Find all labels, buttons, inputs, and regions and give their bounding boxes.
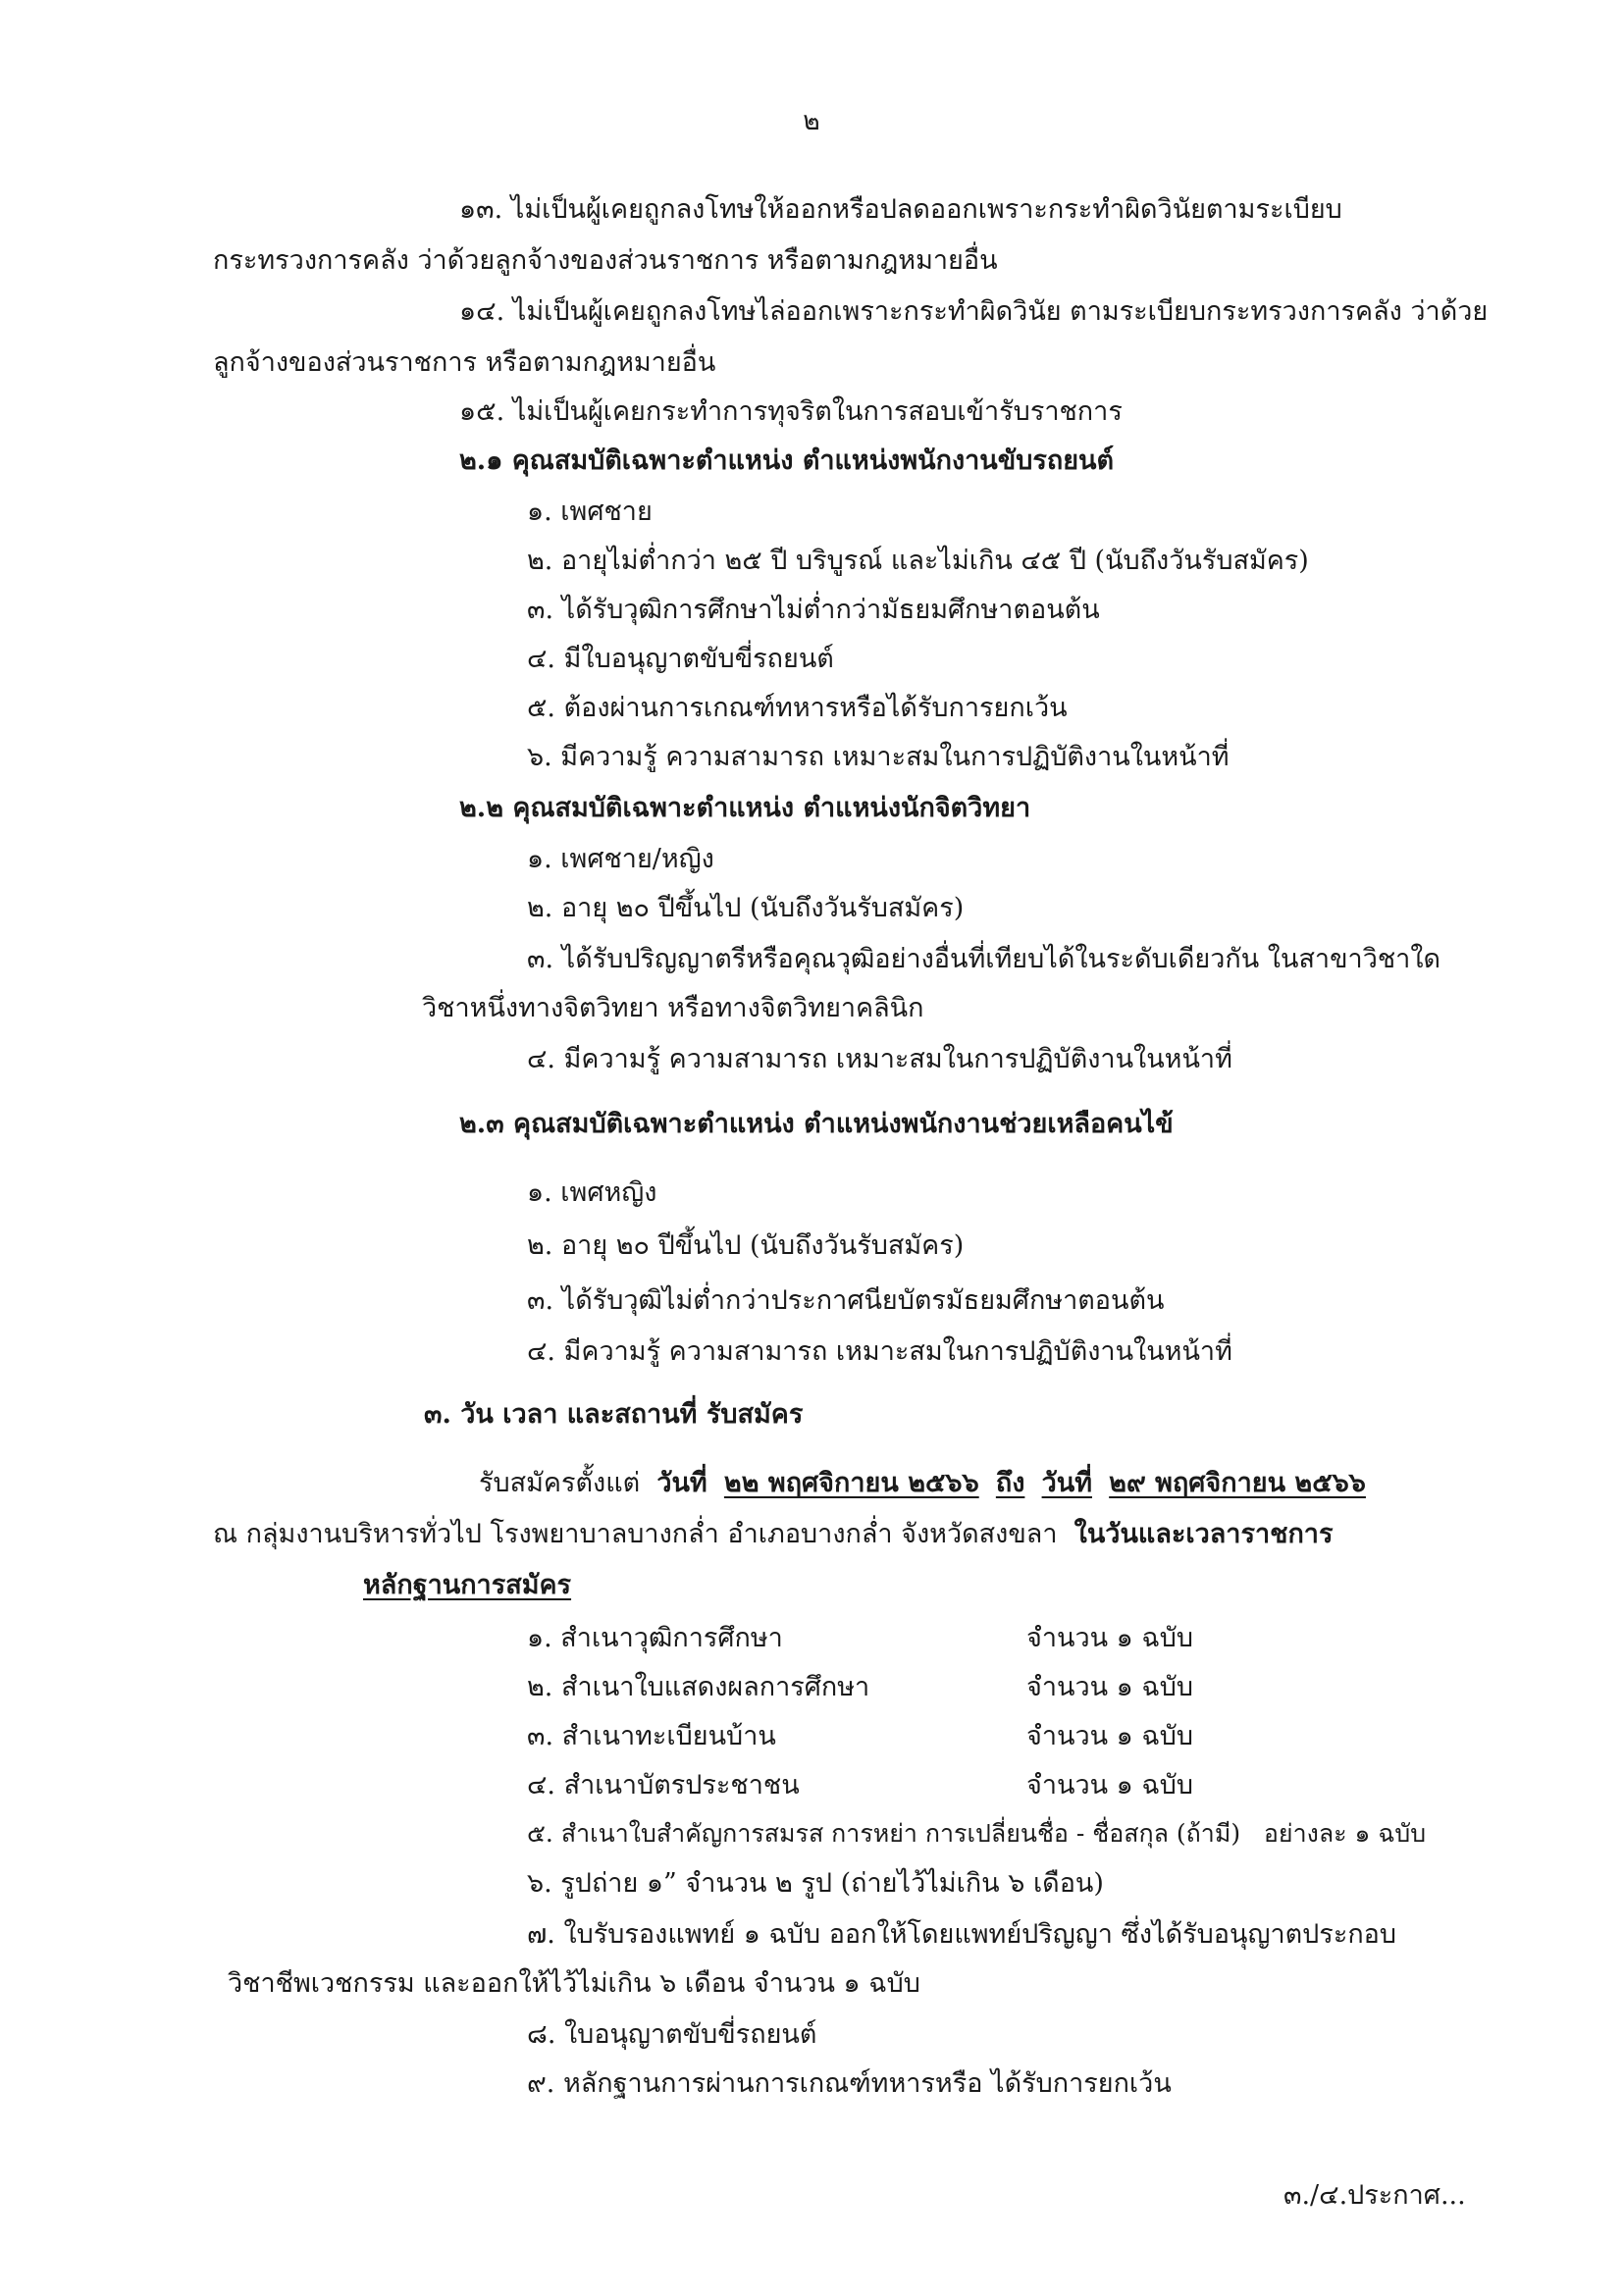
sec23-heading: ๒.๓ คุณสมบัติเฉพาะตำแหน่ง ตำแหน่งพนักงานช่วยเหลือคนไข้ [459, 1109, 1174, 1139]
sec21-item-3: ๓. ได้รับวุฒิการศึกษาไม่ต่ำกว่ามัธยมศึกษาตอนต้น [527, 595, 1100, 625]
application-place-line [213, 1519, 1333, 1550]
evidence-item-9: ๙. หลักฐานการผ่านการเกณฑ์ทหารหรือ ได้รับการยกเว้น [527, 2068, 1172, 2099]
sec3-heading: ๓. วัน เวลา และสถานที่ รับสมัคร [424, 1399, 804, 1430]
item-13-line2: กระทรวงการคลัง ว่าด้วยลูกจ้างของส่วนราชการ หรือตามกฎหมายอื่น [213, 245, 998, 276]
evidence-doc-3: ๓. สำเนาทะเบียนบ้าน [527, 1721, 776, 1751]
evidence-doc-4: ๔. สำเนาบัตรประชาชน [527, 1770, 800, 1800]
application-time-note: ในวันและเวลาราชการ [1073, 1519, 1334, 1549]
sec22-heading: ๒.๒ คุณสมบัติเฉพาะตำแหน่ง ตำแหน่งนักจิตวิทยา [459, 793, 1031, 823]
evidence-item-7-line2: วิชาชีพเวชกรรม และออกให้ไว้ไม่เกิน ๖ เดือน จำนวน ๑ ฉบับ [228, 1968, 920, 1999]
sec23-item-3: ๓. ได้รับวุฒิไม่ต่ำกว่าประกาศนียบัตรมัธยมศึกษาตอนต้น [527, 1285, 1165, 1316]
period-prefix: รับสมัครตั้งแต่ [479, 1468, 641, 1498]
period-date-to: ๒๙ พฤศจิกายน ๒๕๖๖ [1109, 1468, 1366, 1498]
evidence-doc-4-qty: จำนวน ๑ ฉบับ [1026, 1770, 1194, 1800]
item-15: ๑๕. ไม่เป็นผู้เคยกระทำการทุจริตในการสอบเข้ารับราชการ [459, 396, 1123, 427]
evidence-item-5 [527, 1819, 1426, 1849]
evidence-item-5-name: ๕. สำเนาใบสำคัญการสมรส การหย่า การเปลี่ยนชื่อ - ชื่อสกุล (ถ้ามี) [527, 1819, 1241, 1848]
page-number: ๒ [803, 106, 820, 136]
item-14-line2: ลูกจ้างของส่วนราชการ หรือตามกฎหมายอื่น [213, 347, 716, 378]
evidence-doc-3-qty: จำนวน ๑ ฉบับ [1026, 1721, 1194, 1751]
evidence-doc-1-qty: จำนวน ๑ ฉบับ [1026, 1623, 1194, 1653]
evidence-heading: หลักฐานการสมัคร [363, 1570, 572, 1600]
evidence-item-6: ๖. รูปถ่าย ๑” จำนวน ๒ รูป (ถ่ายไว้ไม่เกิน ๖ เดือน) [527, 1868, 1104, 1899]
application-place: ณ กลุ่มงานบริหารทั่วไป โรงพยาบาลบางกล่ำ อำเภอบางกล่ำ จังหวัดสงขลา [213, 1519, 1058, 1549]
period-label-to: วันที่ [1041, 1468, 1092, 1498]
continuation-text: ๓./๔.ประกาศ... [1283, 2180, 1466, 2211]
sec23-item-4: ๔. มีความรู้ ความสามารถ เหมาะสมในการปฏิบัติงานในหน้าที่ [527, 1336, 1232, 1367]
sec21-item-2: ๒. อายุไม่ต่ำกว่า ๒๕ ปี บริบูรณ์ และไม่เกิน ๔๕ ปี (นับถึงวันรับสมัคร) [527, 546, 1309, 576]
period-label-from: วันที่ [656, 1468, 707, 1498]
evidence-item-7-line1: ๗. ใบรับรองแพทย์ ๑ ฉบับ ออกให้โดยแพทย์ปริญญา ซึ่งได้รับอนุญาตประกอบ [527, 1919, 1397, 1950]
sec21-item-6: ๖. มีความรู้ ความสามารถ เหมาะสมในการปฏิบัติงานในหน้าที่ [527, 742, 1230, 772]
sec22-item-1: ๑. เพศชาย/หญิง [527, 844, 714, 874]
sec21-heading: ๒.๑ คุณสมบัติเฉพาะตำแหน่ง ตำแหน่งพนักงานขับรถยนต์ [459, 445, 1115, 476]
sec21-item-5: ๕. ต้องผ่านการเกณฑ์ทหารหรือได้รับการยกเว้น [527, 693, 1068, 723]
period-date-from: ๒๒ พฤศจิกายน ๒๕๖๖ [723, 1468, 979, 1498]
evidence-item-8: ๘. ใบอนุญาตขับขี่รถยนต์ [527, 2019, 817, 2050]
evidence-doc-1: ๑. สำเนาวุฒิการศึกษา [527, 1623, 783, 1653]
sec22-item-4: ๔. มีความรู้ ความสามารถ เหมาะสมในการปฏิบัติงานในหน้าที่ [527, 1044, 1232, 1074]
item-13-line1: ๑๓. ไม่เป็นผู้เคยถูกลงโทษให้ออกหรือปลดออกเพราะกระทำผิดวินัยตามระเบียบ [459, 194, 1342, 225]
sec23-item-2: ๒. อายุ ๒๐ ปีขึ้นไป (นับถึงวันรับสมัคร) [527, 1230, 965, 1261]
sec21-item-4: ๔. มีใบอนุญาตขับขี่รถยนต์ [527, 644, 834, 674]
item-14-line1: ๑๔. ไม่เป็นผู้เคยถูกลงโทษไล่ออกเพราะกระทำผิดวินัย ตามระเบียบกระทรวงการคลัง ว่าด้วย [459, 296, 1489, 327]
sec22-item-2: ๒. อายุ ๒๐ ปีขึ้นไป (นับถึงวันรับสมัคร) [527, 893, 965, 923]
sec23-item-1: ๑. เพศหญิง [527, 1177, 657, 1208]
period-to-word: ถึง [995, 1468, 1025, 1498]
evidence-item-5-qty: อย่างละ ๑ ฉบับ [1263, 1819, 1427, 1848]
sec22-item-3: ๓. ได้รับปริญญาตรีหรือคุณวุฒิอย่างอื่นที่เทียบได้ในระดับเดียวกัน ในสาขาวิชาใด [527, 944, 1441, 974]
application-period [479, 1468, 1366, 1499]
sec22-item-3-cont: วิชาหนึ่งทางจิตวิทยา หรือทางจิตวิทยาคลินิก [422, 993, 924, 1023]
evidence-doc-2: ๒. สำเนาใบแสดงผลการศึกษา [527, 1672, 870, 1702]
sec21-item-1: ๑. เพศชาย [527, 496, 653, 527]
evidence-doc-2-qty: จำนวน ๑ ฉบับ [1026, 1672, 1194, 1702]
